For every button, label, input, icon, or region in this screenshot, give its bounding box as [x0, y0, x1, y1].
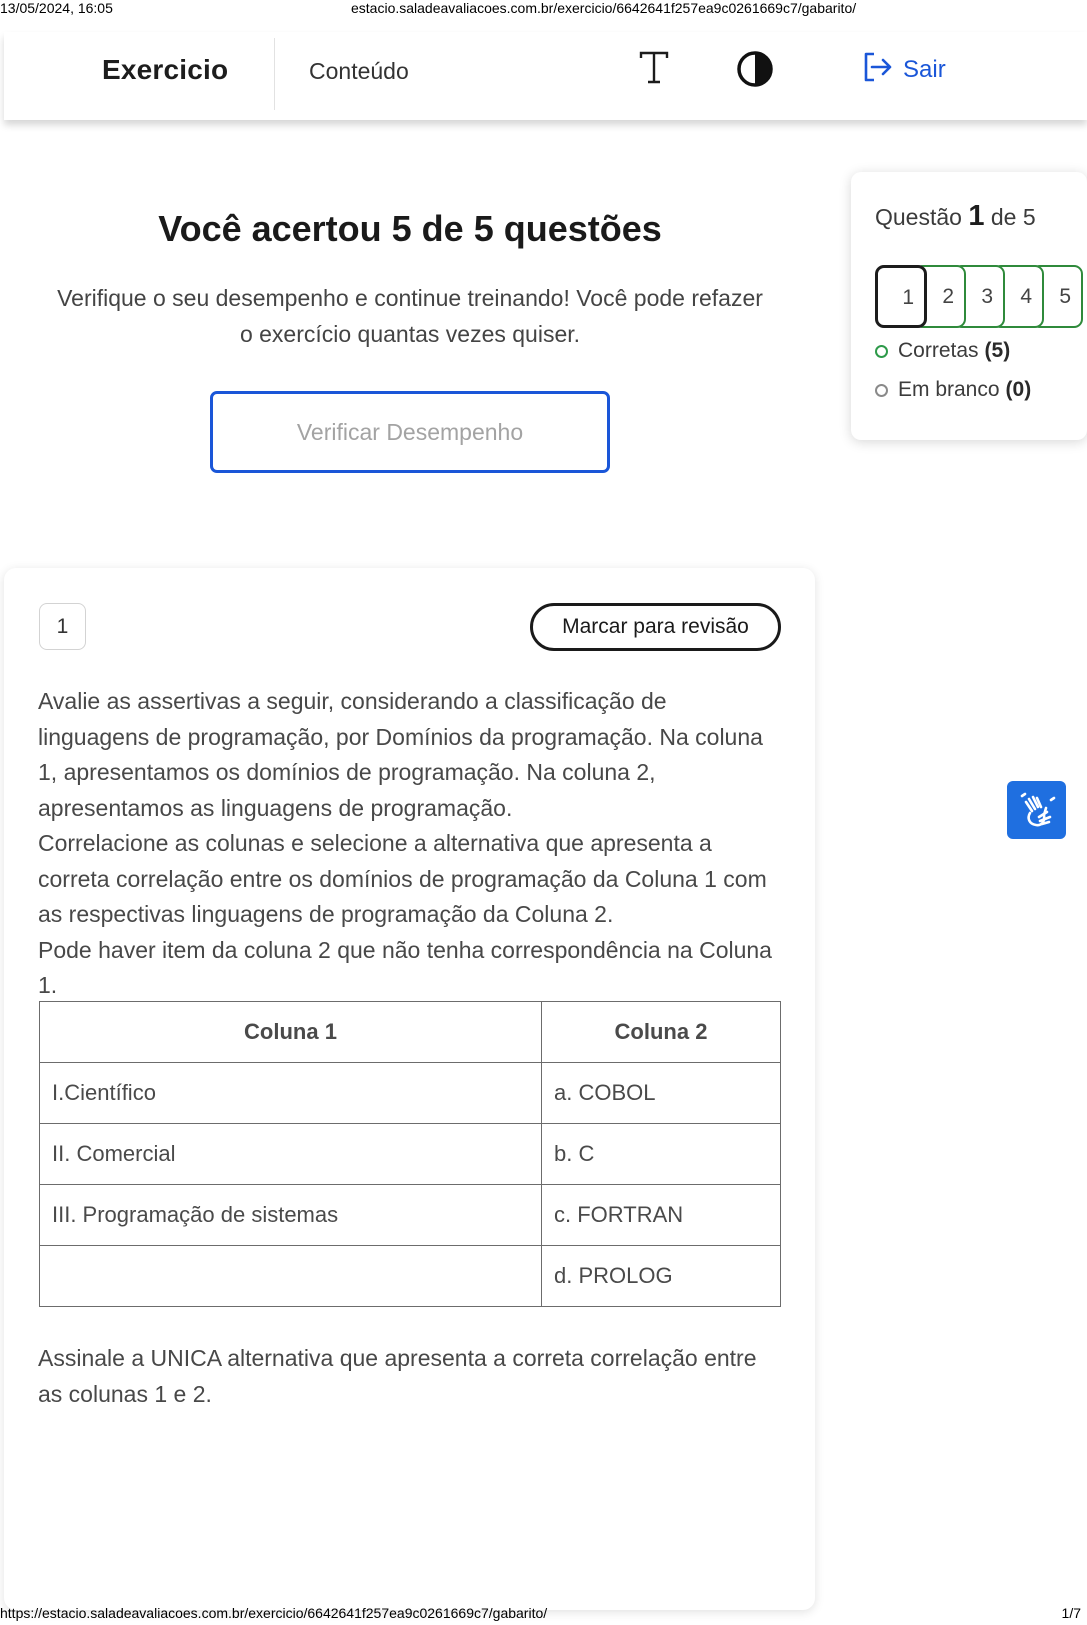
legend-correct-label: Corretas	[898, 339, 979, 362]
top-header	[4, 32, 1087, 120]
verify-performance-button[interactable]: Verificar Desempenho	[210, 391, 610, 473]
result-summary	[30, 208, 790, 352]
print-header-url: estacio.saladeavaliacoes.com.br/exercicio/6642641f257ea9c0261669c7/gabarito/	[351, 0, 857, 16]
legend-correct-count: (5)	[984, 339, 1011, 362]
logout-icon	[861, 51, 893, 90]
exit-button[interactable]	[861, 50, 946, 90]
nav-content-link[interactable]: Conteúdo	[309, 58, 409, 84]
header-divider	[274, 38, 275, 110]
statement-paragraph: Avalie as assertivas a seguir, considerando a classificação de linguagens de programação, por Domínios da programação. Na coluna 1, apresentamos os domínios de programação. Na coluna 2, apresentamos as linguagens de programação.	[38, 688, 763, 821]
question-navigator	[851, 172, 1087, 440]
legend-blank-count: (0)	[1005, 378, 1032, 401]
question-statement	[38, 684, 783, 1004]
table-cell: II. Comercial	[40, 1124, 542, 1185]
table-header-row	[40, 1002, 781, 1063]
print-datetime: 13/05/2024, 16:05	[0, 0, 113, 16]
correct-status-icon	[875, 345, 888, 358]
table-cell: d. PROLOG	[542, 1246, 781, 1307]
font-size-icon[interactable]	[638, 48, 670, 88]
navigator-title-prefix: Questão	[875, 204, 962, 230]
sign-language-icon	[1017, 790, 1057, 830]
exit-label: Sair	[903, 56, 946, 83]
question-button-4[interactable]: 4	[992, 265, 1044, 328]
blank-status-icon	[875, 384, 888, 397]
contrast-icon[interactable]	[736, 50, 774, 88]
navigator-title	[875, 200, 1036, 233]
print-page-indicator: 1/7	[1061, 1605, 1081, 1621]
result-subtitle: Verifique o seu desempenho e continue treinando! Você pode refazer o exercício quantas vezes quiser.	[57, 285, 763, 347]
legend-blank	[875, 378, 1031, 402]
sign-language-button[interactable]	[1007, 781, 1066, 839]
print-footer-url: https://estacio.saladeavaliacoes.com.br/exercicio/6642641f257ea9c0261669c7/gabarito/	[0, 1605, 548, 1621]
question-button-1[interactable]: 1	[875, 265, 927, 328]
legend-blank-label: Em branco	[898, 378, 1000, 401]
table-header-col2: Coluna 2	[542, 1002, 781, 1063]
question-button-3[interactable]: 3	[953, 265, 1005, 328]
table-cell: III. Programação de sistemas	[40, 1185, 542, 1246]
print-footer	[0, 1603, 1087, 1625]
brand-title: Exercicio	[102, 54, 229, 85]
table-row	[40, 1185, 781, 1246]
statement-paragraph: Pode haver item da coluna 2 que não tenha correspondência na Coluna 1.	[38, 936, 772, 998]
table-row	[40, 1246, 781, 1307]
table-cell: a. COBOL	[542, 1063, 781, 1124]
question-card	[4, 568, 815, 1610]
question-button-2[interactable]: 2	[914, 265, 966, 328]
question-button-5[interactable]: 5	[1031, 265, 1083, 328]
mark-for-review-button[interactable]: Marcar para revisão	[530, 603, 781, 651]
table-cell	[40, 1246, 542, 1307]
table-header-col1: Coluna 1	[40, 1002, 542, 1063]
question-number-badge: 1	[39, 603, 86, 650]
table-row	[40, 1063, 781, 1124]
table-row	[40, 1124, 781, 1185]
navigator-current-number: 1	[968, 200, 985, 232]
table-cell: c. FORTRAN	[542, 1185, 781, 1246]
result-title: Você acertou 5 de 5 questões	[158, 208, 662, 249]
table-cell: b. C	[542, 1124, 781, 1185]
question-instruction: Assinale a UNICA alternativa que apresenta a correta correlação entre as colunas 1 e 2.	[38, 1345, 757, 1407]
navigator-title-suffix: de 5	[990, 204, 1036, 230]
table-cell: I.Científico	[40, 1063, 542, 1124]
print-header	[0, 0, 1087, 18]
correlation-table	[39, 1001, 781, 1307]
legend-correct	[875, 339, 1010, 363]
statement-paragraph: Correlacione as colunas e selecione a alternativa que apresenta a correta correlação entre os domínios de programação da Coluna 1 com as respectivas linguagens de programação da Coluna 2.	[38, 830, 767, 927]
